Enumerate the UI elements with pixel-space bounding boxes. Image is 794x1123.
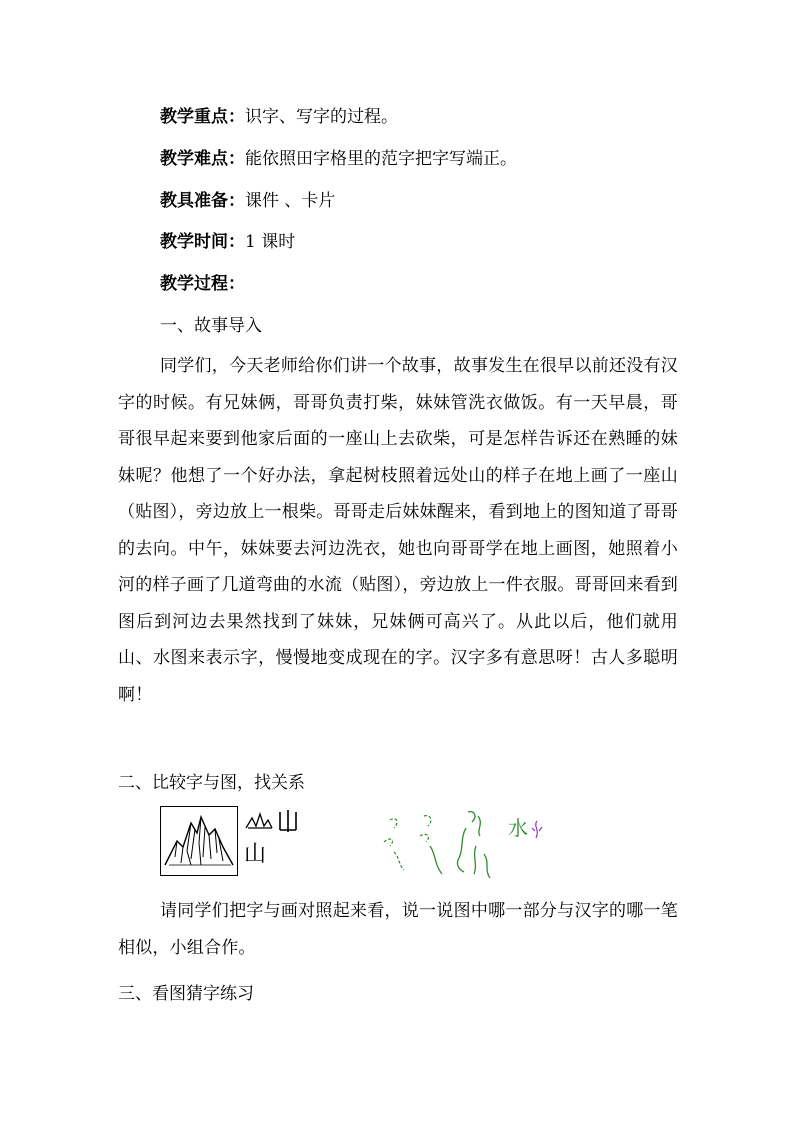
mountain-drawing — [161, 807, 237, 875]
tools — [160, 190, 335, 212]
water-picture — [380, 806, 540, 886]
tools-text: 课件 、卡片 — [245, 191, 336, 211]
section1-heading: 一、故事导入 — [160, 316, 262, 336]
mountain-character: 山 — [244, 842, 267, 867]
mountain-picture — [160, 806, 238, 876]
teaching-process — [160, 273, 245, 295]
tools-label: 教具准备： — [160, 191, 245, 211]
water-ancient-glyph — [530, 820, 544, 840]
section2-body: 请同学们把字与画对照起来看，说一说图中哪一部分与汉字的哪一笔相似，小组合作。 — [118, 901, 678, 958]
teaching-time-label: 教学时间： — [160, 232, 245, 252]
difficulty-text: 能依照田字格里的范字把字写端正。 — [245, 149, 517, 169]
teaching-process-label: 教学过程： — [160, 274, 245, 294]
difficulty — [160, 148, 517, 170]
section3-heading: 三、看图猜字练习 — [118, 984, 254, 1004]
teaching-time — [160, 231, 295, 253]
comparison-images — [160, 806, 720, 886]
water-character: 水 — [508, 816, 528, 840]
difficulty-label: 教学难点： — [160, 149, 245, 169]
mountain-characters — [242, 808, 302, 874]
section2-heading: 二、比较字与图，找关系 — [118, 773, 305, 793]
key-point-text: 识字、写字的过程。 — [245, 107, 398, 127]
key-point — [160, 106, 398, 128]
section1-body: 同学们，今天老师给你们讲一个故事，故事发生在很早以前还没有汉字的时候。有兄妹俩，哥哥负责打柴，妹妹管洗衣做饭。有一天早晨，哥哥很早起来要到他家后面的一座山上去砍柴，可是怎样告诉还在熟睡的妹妹呢？他想了一个好办法，拿起树枝照着远处山的样子在地上画了一座山（贴图），旁边放上一根柴。哥哥走后妹妹醒来，看到地上的图知道了哥哥的去向。中午，妹妹要去河边洗衣，她也向哥哥学在地上画图，她照着小河的样子画了几道弯曲的水流（贴图），旁边放上一件衣服。哥哥回来看到图后到河边去果然找到了妹妹，兄妹俩可高兴了。从此以后，他们就用山、水图来表示字，慢慢地变成现在的字。汉字多有意思呀！古人多聪明啊！ — [118, 356, 678, 705]
teaching-time-text: 1 课时 — [245, 232, 296, 252]
key-point-label: 教学重点： — [160, 107, 245, 127]
